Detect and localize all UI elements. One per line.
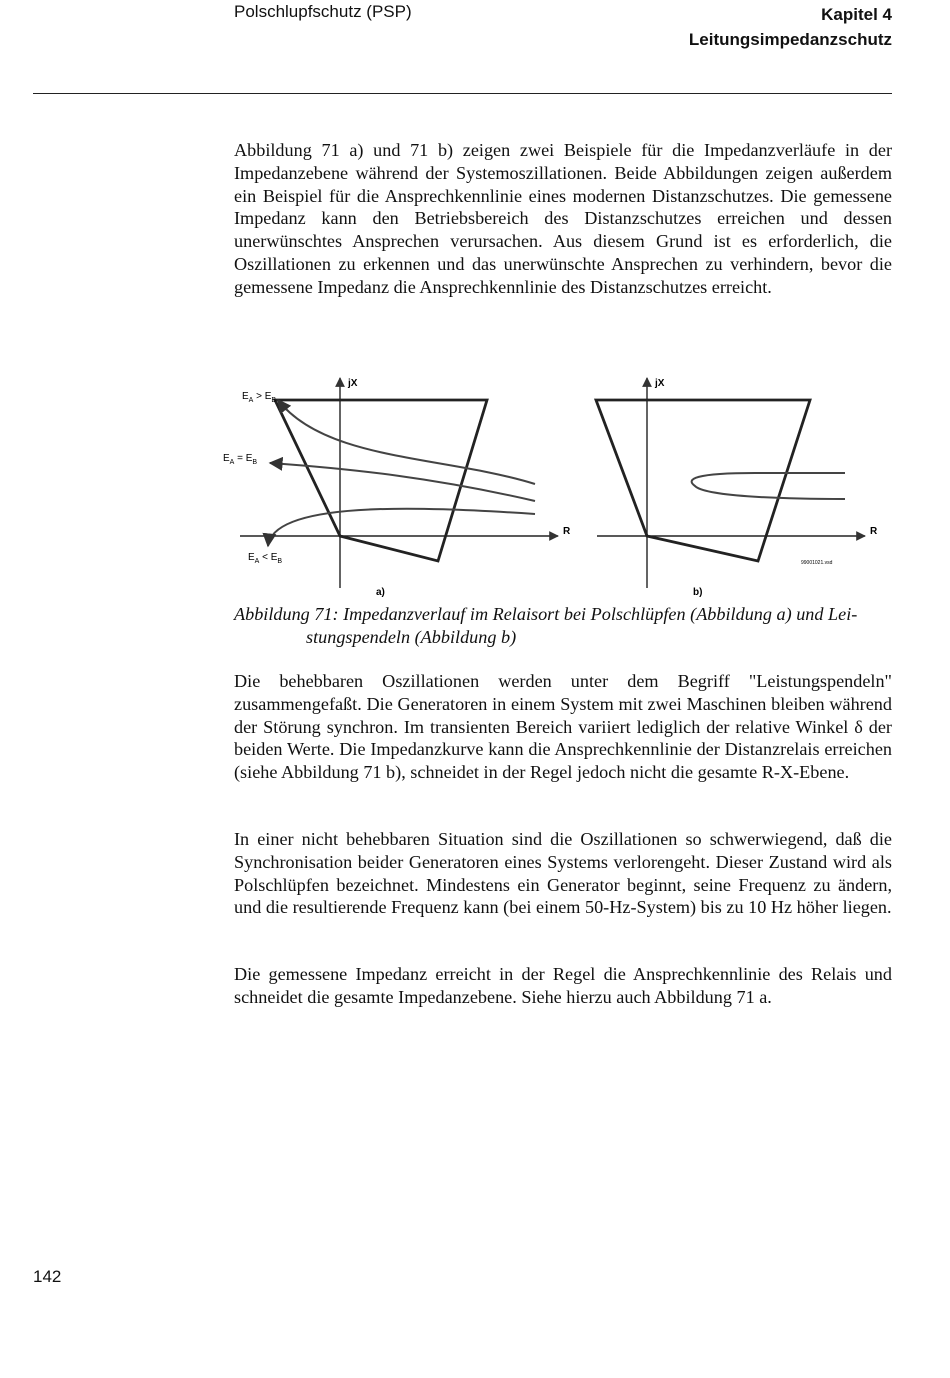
label-ea-less-eb: $E_A < E_B$: [248, 552, 283, 565]
header-rule: [33, 93, 892, 94]
header-chapter-title: Leitungsimpedanzschutz: [688, 30, 892, 49]
panel-a-curve-greater: [278, 400, 535, 484]
paragraph-pole-slip: In einer nicht behebbaren Situation sind die Oszillationen so schwerwiegend, daß die Synchronisation beider Generatoren eines Systems verlorengeht. Dieser Zustand wird als Polschlüpfen bezeichnet. Mindestens ein Generator beginnt, seine Frequenz zu ändern, und die resultierende Frequenz kann (bei einem 50-Hz-System) bis zu 10 Hz höher liegen.: [234, 829, 892, 918]
caption-line-1: Abbildung 71: Impedanzverlauf im Relaisort bei Polschlüpfen (Abbildung a) und Lei-: [234, 604, 858, 624]
page-number: 142: [33, 1267, 62, 1286]
header-section-title: Polschlupfschutz (PSP): [234, 2, 412, 21]
panel-a-curve-less: [268, 509, 535, 546]
panel-b: [596, 378, 878, 598]
panel-a-x-label: R: [563, 526, 571, 537]
caption-line-2: stungspendeln (Abbildung b): [306, 626, 517, 647]
panel-a-curve-equal: [270, 463, 535, 501]
paragraph-intro: Abbildung 71 a) und 71 b) zeigen zwei Beispiele für die Impedanzverläufe in der Impedanzebene während der Systemoszillationen. Beide Abbildungen zeigen außerdem ein Beispiel für die Ansprechkennlinie eines modernen Distanzschutzes. Die gemessene Impedanz kann den Betriebsbereich des Distanzschutzes erreichen und dessen unerwünschtes Ansprechen verursachen. Aus diesem Grund ist es erforderlich, die Oszillationen zu erkennen und das unerwünschte Ansprechen zu verhindern, bevor die gemessene Impedanz die Ansprechkennlinie des Distanzschutzes erreicht.: [234, 140, 892, 297]
panel-a-sublabel: a): [376, 587, 385, 598]
panel-b-power-swing-curve: [692, 473, 845, 499]
paragraph-power-swing: Die behebbaren Oszillationen werden unter dem Begriff "Leistungspendeln" zusammengefaßt. Die Generatoren in einem System mit zwei Maschinen bleiben während der Störung synchron. Im transienten Bereich variiert lediglich der relative Winkel δ der beiden Werte. Die Impedanzkurve kann die Ansprechkennlinie der Distanzrelais erreichen (siehe Abbildung 71 b), schneidet in der Regel jedoch nicht die gesamte R-X-Ebene.: [234, 671, 892, 783]
header-chapter: [689, 2, 892, 52]
panel-b-characteristic: [596, 400, 810, 561]
figure-caption: [234, 603, 892, 648]
label-ea-equal-eb: $E_A = E_B$: [223, 453, 258, 466]
panel-b-x-label: R: [870, 526, 878, 537]
label-ea-greater-eb: $E_A > E_B$: [242, 391, 277, 404]
panel-a-y-label: jX: [348, 378, 358, 389]
panel-a: [223, 378, 571, 598]
file-reference: 99001021.vsd: [801, 560, 833, 566]
panel-b-sublabel: b): [693, 587, 703, 598]
header-chapter-number: Kapitel 4: [821, 5, 892, 24]
paragraph-impedance: Die gemessene Impedanz erreicht in der Regel die Ansprechkennlinie des Relais und schneidet die gesamte Impedanzebene. Siehe hierzu auch Abbildung 71 a.: [234, 964, 892, 1007]
panel-b-y-label: jX: [655, 378, 665, 389]
impedance-figure: [215, 366, 905, 602]
